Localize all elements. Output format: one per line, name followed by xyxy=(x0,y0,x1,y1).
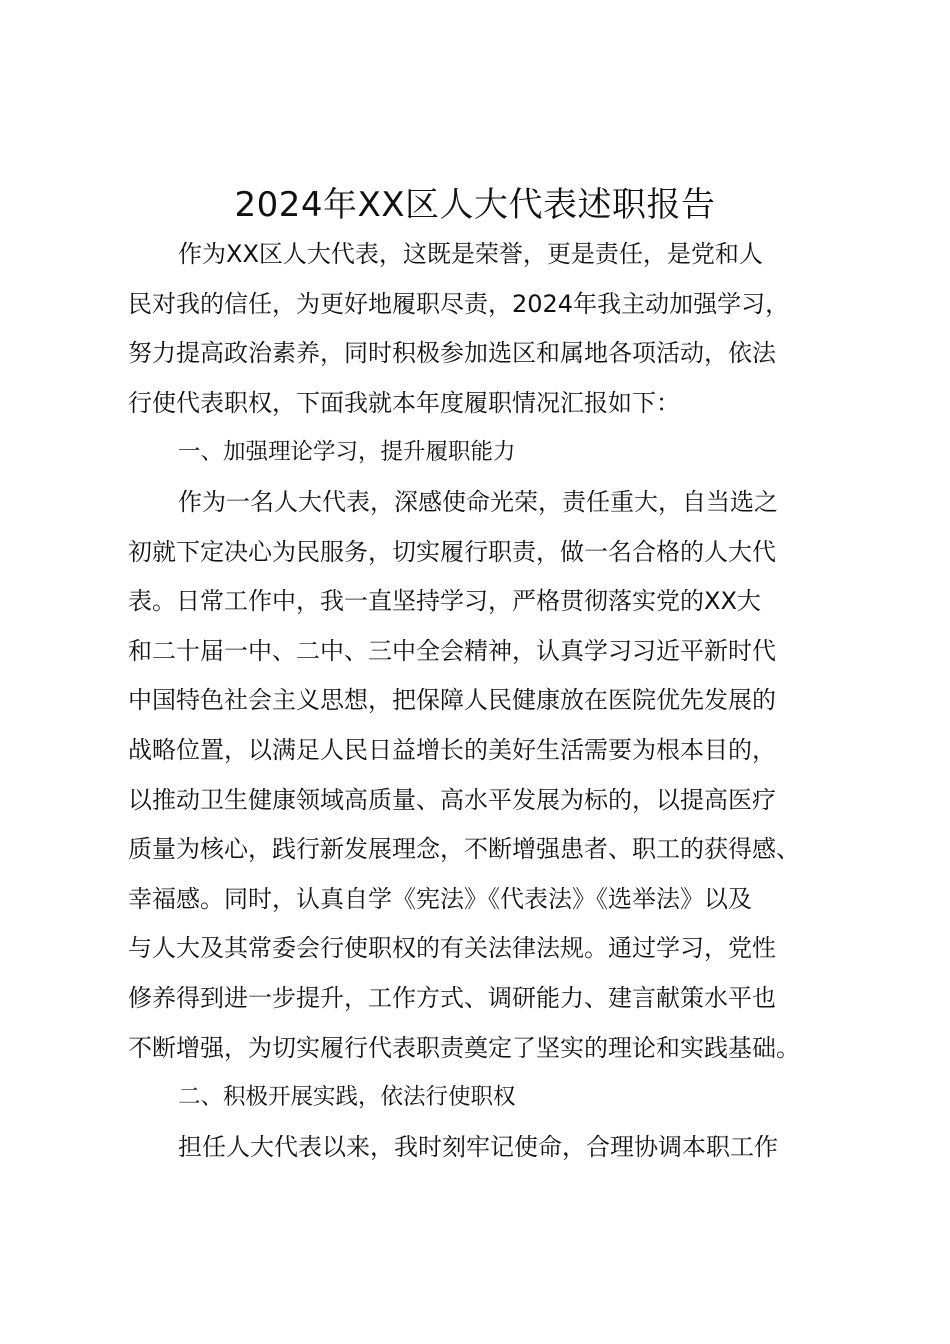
paragraph-line: 修养得到进一步提升，工作方式、调研能力、建言献策水平也 xyxy=(128,983,776,1012)
paragraph-line: 作为XX区人大代表，这既是荣誉，更是责任，是党和人 xyxy=(178,240,763,268)
section-heading: 二、积极开展实践，依法行使职权 xyxy=(178,1084,516,1111)
paragraph-line: 战略位置，以满足人民日益增长的美好生活需要为根本目的， xyxy=(128,735,776,764)
paragraph-line: 以推动卫生健康领域高质量、高水平发展为标的，以提高医疗 xyxy=(128,785,776,814)
paragraph-line: 幸福感。同时，认真自学《宪法》《代表法》《选举法》以及 xyxy=(128,884,752,913)
paragraph-line: 表。日常工作中，我一直坚持学习，严格贯彻落实党的XX大 xyxy=(128,587,761,616)
paragraph-line: 中国特色社会主义思想，把保障人民健康放在医院优先发展的 xyxy=(128,686,776,715)
paragraph-line: 担任人大代表以来，我时刻牢记使命，合理协调本职工作 xyxy=(178,1132,778,1161)
paragraph-line: 作为一名人大代表，深感使命光荣，责任重大，自当选之 xyxy=(178,487,778,516)
page-title: 2024年XX区人大代表述职报告 xyxy=(234,185,716,225)
paragraph-line: 努力提高政治素养，同时积极参加选区和属地各项活动，依法 xyxy=(128,339,776,368)
section-heading: 一、加强理论学习，提升履职能力 xyxy=(178,439,516,466)
paragraph-line: 初就下定决心为民服务，切实履行职责，做一名合格的人大代 xyxy=(128,537,776,566)
paragraph-line: 不断增强，为切实履行代表职责奠定了坚实的理论和实践基础。 xyxy=(128,1033,800,1062)
paragraph-line: 与人大及其常委会行使职权的有关法律法规。通过学习，党性 xyxy=(128,934,776,963)
paragraph-line: 和二十届一中、二中、三中全会精神，认真学习习近平新时代 xyxy=(128,636,776,665)
report-body xyxy=(128,230,848,1172)
paragraph-line: 民对我的信任，为更好地履职尽责，2024年我主动加强学习， xyxy=(128,289,790,318)
paragraph-line: 行使代表职权，下面我就本年度履职情况汇报如下： xyxy=(128,388,680,417)
paragraph-line: 质量为核心，践行新发展理念，不断增强患者、职工的获得感、 xyxy=(128,835,800,864)
